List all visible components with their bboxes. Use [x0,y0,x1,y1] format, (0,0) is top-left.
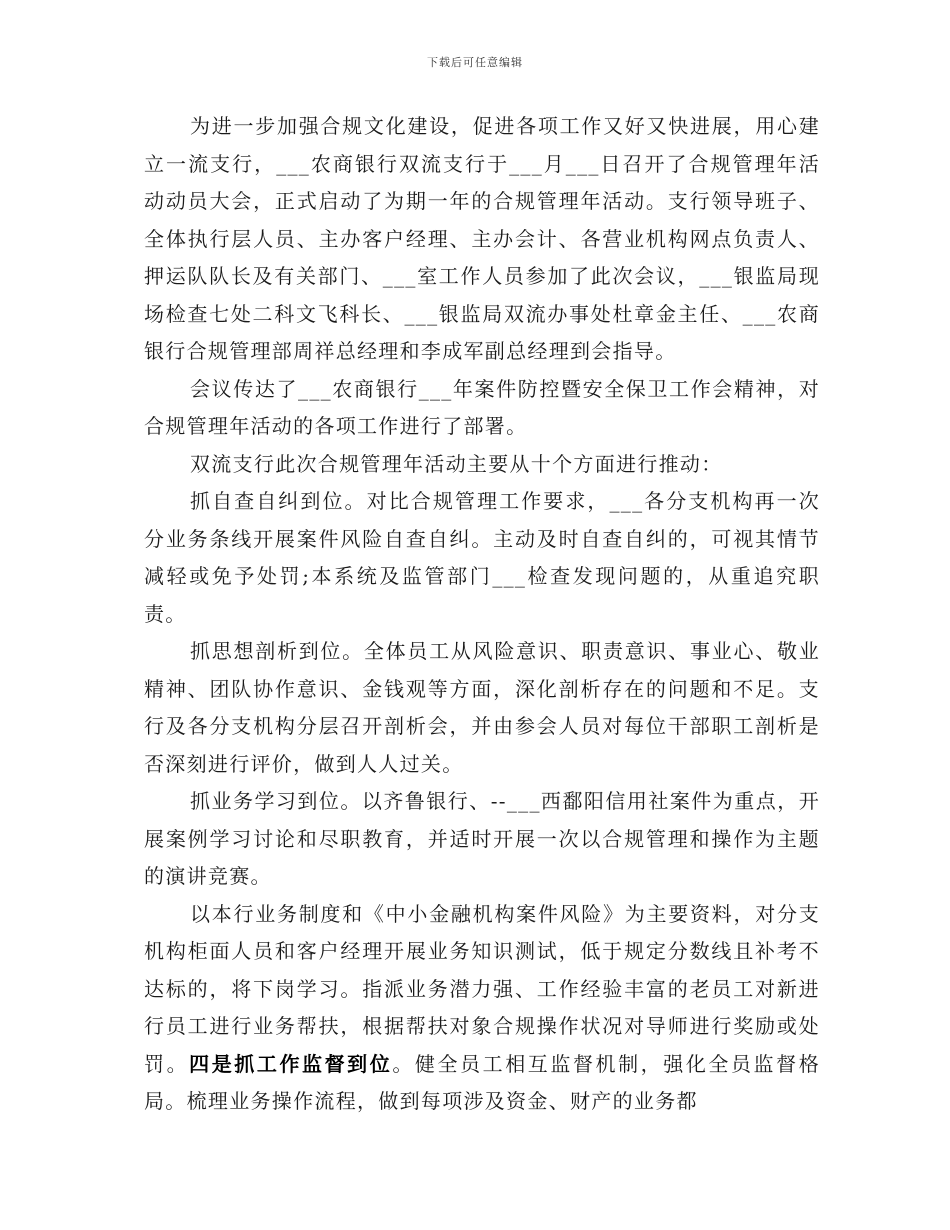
paragraph-meeting-content: 会议传达了___农商银行___年案件防控暨安全保卫工作会精神，对合规管理年活动的各项工作进行了部署。 [144,376,820,438]
paragraph-ten-aspects: 双流支行此次合规管理年活动主要从十个方面进行推动： [190,451,723,476]
document-body [144,108,820,1121]
paragraph-self-inspection: 抓自查自纠到位。对比合规管理工作要求，___各分支机构再一次分业务条线开展案件风险自查自纠。主动及时自查自纠的，可视其情节减轻或免予处罚;本系统及监管部门___检查发现问题的，从重追究职责。 [144,489,820,626]
paragraph-knowledge-test [144,896,820,1121]
paragraph-supervision-text: 。健全员工相互监督机制，强化全员监督格局。梳理业务操作流程，做到每项涉及资金、财产的业务都 [144,1051,820,1113]
paragraph-ideology-analysis: 抓思想剖析到位。全体员工从风险意识、职责意识、事业心、敬业精神、团队协作意识、金钱观等方面，深化剖析存在的问题和不足。支行及各分支机构分层召开剖析会，并由参会人员对每位干部职工剖析是否深刻进行评价，做到人人过关。 [144,639,820,776]
paragraph-meeting-intro: 为进一步加强合规文化建设，促进各项工作又好又快进展，用心建立一流支行，___农商银行双流支行于___月___日召开了合规管理年活动动员大会，正式启动了为期一年的合规管理年活动。支行领导班子、全体执行层人员、主办客户经理、主办会计、各营业机构网点负责人、押运队队长及有关部门、___室工作人员参加了此次会议，___银监局现场检查七处二科文飞科长、___银监局双流办事处杜章金主任、___农商银行合规管理部周祥总经理和李成军副总经理到会指导。 [144,114,820,363]
paragraph-business-study: 抓业务学习到位。以齐鲁银行、--___西鄱阳信用社案件为重点，开展案例学习讨论和尽职教育，并适时开展一次以合规管理和操作为主题的演讲竞赛。 [144,789,820,888]
paragraph-knowledge-test-text: 以本行业务制度和《中小金融机构案件风险》为主要资料，对分支机构柜面人员和客户经理开展业务知识测试，低于规定分数线且补考不达标的，将下岗学习。指派业务潜力强、工作经验丰富的老员工对新进行员工进行业务帮扶，根据帮扶对象合规操作状况对导师进行奖励或处罚。 [144,901,820,1076]
supervision-heading: 四是抓工作监督到位 [189,1051,393,1076]
page-header-note: 下载后可任意编辑 [427,56,523,69]
